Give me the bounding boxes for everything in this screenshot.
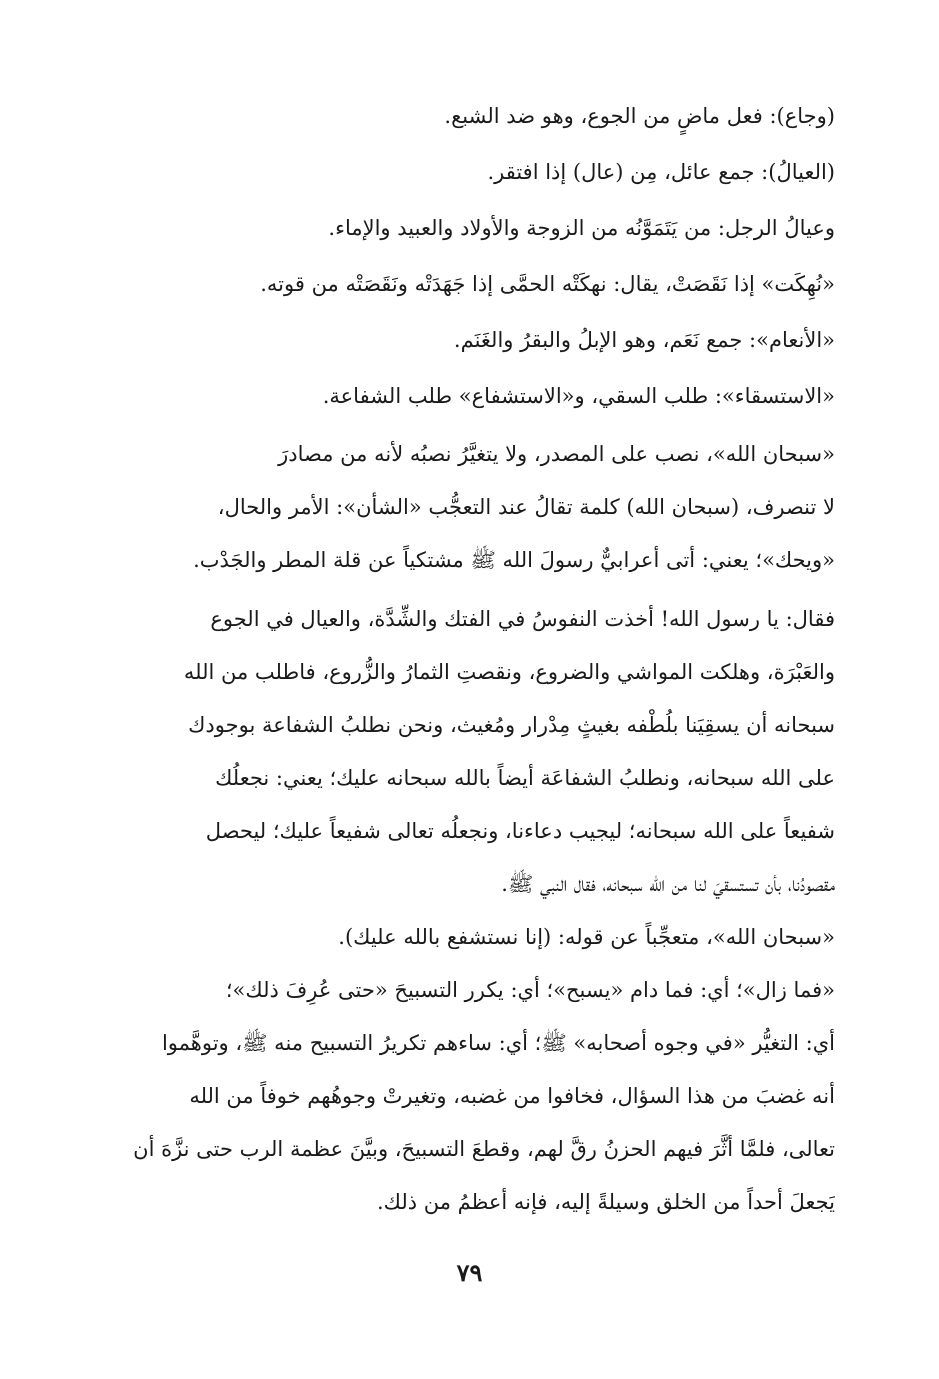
page-body	[115, 88, 835, 1229]
page-number: ٧٩	[456, 1258, 483, 1287]
text-line: والعَبْرَة، وهلكت المواشي والضروع، ونقصتِ الثمارُ والزُّروع، فاطلب من الله	[183, 660, 835, 684]
text-line: «ويحك»؛ يعني: أتى أعرابيٌّ رسولَ الله ﷺ مشتكياً عن قلة المطر والجَدْب.	[193, 548, 835, 572]
text-line: تعالى، فلمَّا أثَّرَ فيهم الحزنُ رقَّ لهم، وقطعَ التسبيحَ، وبيَّنَ عظمة الرب حتى نزَّهَ أن	[133, 1137, 835, 1161]
text-line: أي: التغيُّر «في وجوه أصحابه» ﷺ؛ أي: ساءهم تكريرُ التسبيح منه ﷺ، وتوهَّموا	[161, 1031, 835, 1055]
text-line: «سبحان الله»، متعجِّباً عن قوله: (إنا نستشفع بالله عليك).	[338, 925, 835, 949]
definition-line: (العيالُ): جمع عائل، مِن (عال) إذا افتقر.	[487, 160, 835, 184]
text-line: مقصودُنا، بأن تستسقيَ لنا من الله سبحانه، فقال النبي ﷺ.	[501, 872, 835, 896]
text-line: سبحانه أن يسقِيَنا بلُطْفه بغيثٍ مِدْرار ومُغيث، ونحن نطلبُ الشفاعة بوجودك	[188, 713, 835, 737]
definition-line: وعيالُ الرجل: من يَتَمَوَّنُه من الزوجة والأولاد والعبيد والإماء.	[328, 216, 835, 240]
paragraph-fama-zal	[115, 964, 835, 1229]
definition-line: (وجاع): فعل ماضٍ من الجوع، وهو ضد الشبع.	[444, 104, 835, 128]
definition-line: «الاستسقاء»: طلب السقي، و«الاستشفاع» طلب الشفاعة.	[322, 384, 835, 408]
text-line: يَجعلَ أحداً من الخلق وسيلةً إليه، فإنه أعظمُ من ذلك.	[376, 1190, 835, 1214]
text-line: على الله سبحانه، ونطلبُ الشفاعَة أيضاً بالله سبحانه عليك؛ يعني: نجعلُك	[215, 766, 835, 790]
definition-line: «نُهِكَت» إذا نَقَصَتْ، يقال: نهكَتْه الحمَّى إذا جَهَدَتْه ونَقَصَتْه من قوته.	[260, 272, 835, 296]
text-line: «سبحان الله»، نصب على المصدر، ولا يتغيَّرُ نصبُه لأنه من مصادرَ	[278, 442, 835, 466]
paragraph-mutaajjiban	[115, 911, 835, 964]
text-line: فقال: يا رسول الله! أخذت النفوسُ في الفتك والشِّدَّة، والعيال في الجوع	[210, 607, 835, 631]
definition-line: «الأنعام»: جمع نَعَم، وهو الإبلُ والبقرُ والغَنَم.	[453, 328, 835, 352]
text-line: أنه غضبَ من هذا السؤال، فخافوا من غضبه، وتغيرتْ وجوهُهم خوفاً من الله	[189, 1084, 835, 1108]
paragraph-subhan-allah	[115, 428, 835, 587]
paragraph-faqal	[115, 593, 835, 911]
text-line: «فما زال»؛ أي: فما دام «يسبح»؛ أي: يكرر التسبيحَ «حتى عُرِفَ ذلك»؛	[225, 978, 835, 1002]
text-line: لا تنصرف، (سبحان الله) كلمة تقالُ عند التعجُّب «الشأن»: الأمر والحال،	[217, 495, 835, 519]
text-line: شفيعاً على الله سبحانه؛ ليجيب دعاءنا، ونجعلُه تعالى شفيعاً عليك؛ ليحصل	[205, 819, 835, 843]
